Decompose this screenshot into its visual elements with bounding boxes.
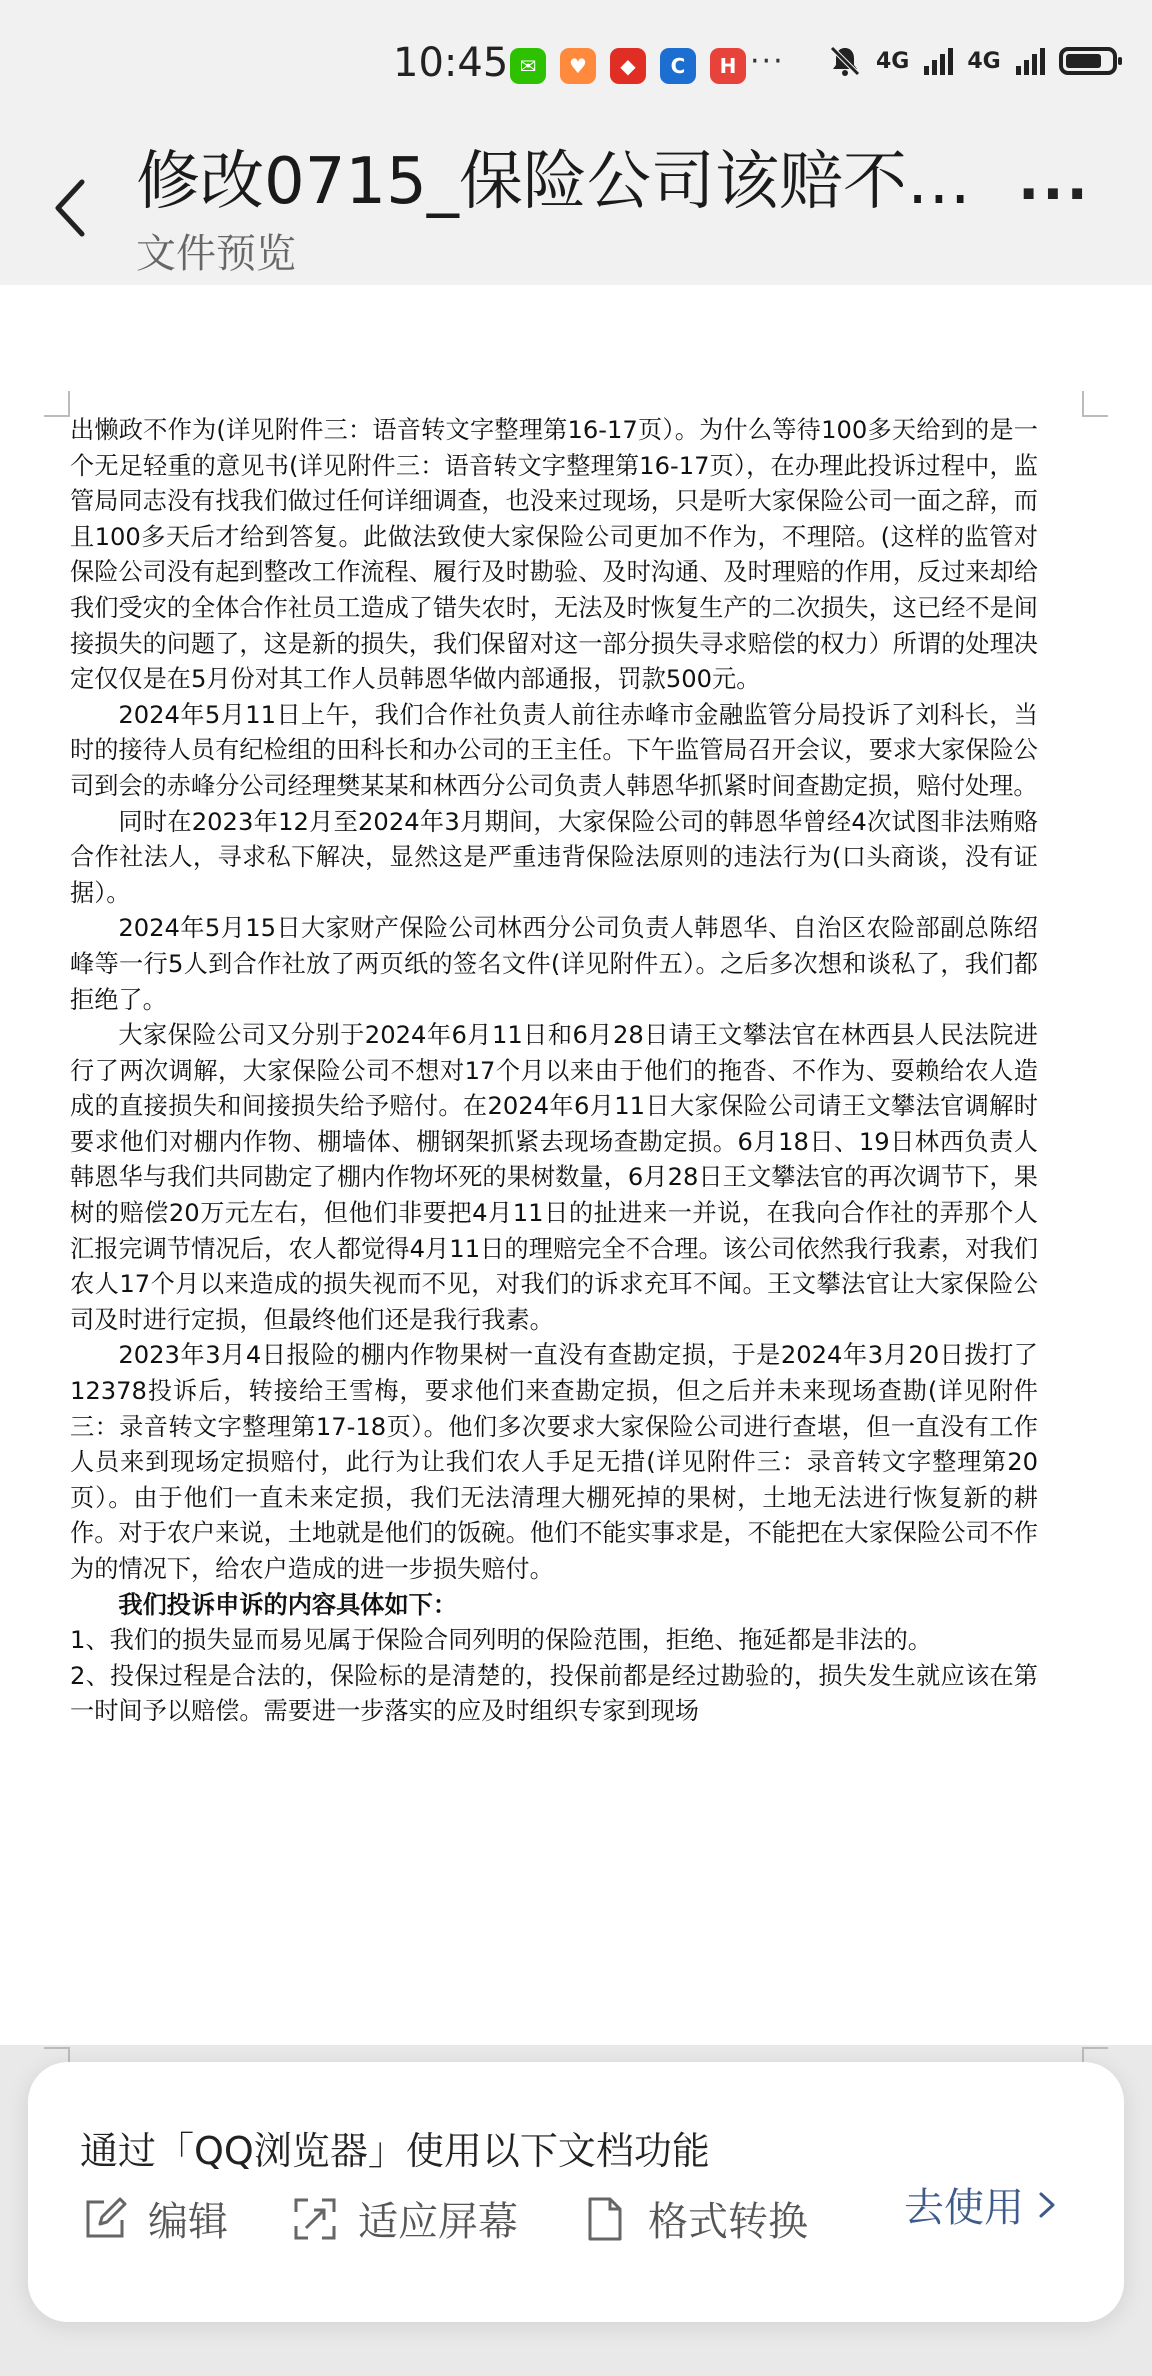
- page-corner-mark: [1082, 391, 1108, 417]
- document-paragraph: 2024年5月15日大家财产保险公司林西分公司负责人韩恩华、自治区农险部副总陈绍峰等一行5人到合作社放了两页纸的签名文件(详见附件五）。之后多次想和谈私了，我们都拒绝了。: [70, 914, 1038, 1014]
- go-use-label: 去使用: [904, 2185, 1024, 2231]
- document-body: [70, 413, 1038, 1730]
- system-indicators: [828, 44, 1117, 78]
- qq-browser-promo-sheet: [28, 2062, 1124, 2322]
- fit-screen-label: 适应屏幕: [358, 2199, 518, 2245]
- edit-button[interactable]: [82, 2190, 228, 2247]
- promo-actions: [82, 2190, 808, 2247]
- edit-icon: [82, 2196, 128, 2242]
- signal-1-label: 4G: [876, 48, 910, 74]
- notification-app-icons: [510, 48, 746, 84]
- signal-1-icon: [923, 46, 953, 76]
- status-time: 10:45: [393, 40, 509, 86]
- page-corner-mark: [44, 391, 70, 417]
- back-button[interactable]: [40, 168, 100, 248]
- ccb-icon: C: [660, 48, 696, 84]
- fit-screen-button[interactable]: [292, 2190, 518, 2247]
- page-title: 修改0715_保险公司该赔不…: [136, 145, 971, 219]
- status-bar: [0, 0, 1152, 136]
- pinduoduo-icon: ◆: [610, 48, 646, 84]
- promo-title: 通过「QQ浏览器」使用以下文档功能: [80, 2129, 710, 2173]
- signal-2-icon: [1015, 46, 1045, 76]
- app-orange-icon: ♥: [560, 48, 596, 84]
- fit-screen-icon: [292, 2196, 338, 2242]
- more-options-button[interactable]: ···: [1018, 162, 1091, 227]
- document-heading: 我们投诉申诉的内容具体如下：: [118, 1590, 458, 1619]
- edit-label: 编辑: [148, 2199, 228, 2245]
- format-convert-button[interactable]: [582, 2190, 808, 2247]
- document-paragraph: 2、投保过程是合法的，保险标的是清楚的，投保前都是经过勘验的，损失发生就应该在第一时间予以赔偿。需要进一步落实的应及时组织专家到现场: [70, 1661, 1038, 1726]
- battery-icon: [1059, 47, 1117, 75]
- go-use-button[interactable]: [904, 2176, 1056, 2233]
- huawei-icon: H: [710, 48, 746, 84]
- document-paragraph: 同时在2023年12月至2024年3月期间，大家保险公司的韩恩华曾经4次试图非法贿赂合作社法人，寻求私下解决，显然这是严重违背保险法原则的违法行为(口头商谈，没有证据）。: [70, 807, 1038, 907]
- signal-2-label: 4G: [967, 48, 1001, 74]
- format-convert-label: 格式转换: [648, 2199, 808, 2245]
- more-notifications-icon: ···: [750, 44, 785, 79]
- document-paragraph: 出懒政不作为(详见附件三：语音转文字整理第16-17页）。为什么等待100多天给到的是一个无足轻重的意见书(详见附件三：语音转文字整理第16-17页），在办理此投诉过程中，监管局同志没有找我们做过任何详细调查，也没来过现场，只是听大家保险公司一面之辞，而且100多天后才给到答复。此做法致使大家保险公司更加不作为，不理陪。(这样的监管对保险公司没有起到整改工作流程、履行及时勘验、及时沟通、及时理赔的作用，反过来却给我们受灾的全体合作社员工造成了错失农时，无法及时恢复生产的二次损失，这已经不是间接损失的问题了，这是新的损失，我们保留对这一部分损失寻求赔偿的权力）所谓的处理决定仅仅是在5月份对其工作人员韩恩华做内部通报，罚款500元。: [70, 416, 1038, 694]
- wechat-icon: ✉: [510, 48, 546, 84]
- document-paragraph: 2023年3月4日报险的棚内作物果树一直没有查勘定损，于是2024年3月20日拨打了12378投诉后，转接给王雪梅，要求他们来查勘定损，但之后并未来现场查勘(详见附件三：录音转文字整理第17-18页）。他们多次要求大家保险公司进行查堪，但一直没有工作人员来到现场定损赔付，此行为让我们农人手足无措(详见附件三：录音转文字整理第20页）。由于他们一直未来定损，我们无法清理大棚死掉的果树，土地无法进行恢复新的耕作。对于农户来说，土地就是他们的饭碗。他们不能实事求是，不能把在大家保险公司不作为的情况下，给农户造成的进一步损失赔付。: [70, 1341, 1038, 1583]
- mute-bell-icon: [828, 44, 862, 78]
- document-file-icon: [582, 2196, 628, 2242]
- chevron-right-icon: [1038, 2191, 1056, 2219]
- page-subtitle: 文件预览: [136, 231, 296, 277]
- document-paragraph: 2024年5月11日上午，我们合作社负责人前往赤峰市金融监管分局投诉了刘科长，当时的接待人员有纪检组的田科长和办公司的王主任。下午监管局召开会议，要求大家保险公司到会的赤峰分公司经理樊某某和林西分公司负责人韩恩华抓紧时间查勘定损，赔付处理。: [70, 700, 1038, 800]
- document-paragraph: 1、我们的损失显而易见属于保险合同列明的保险范围，拒绝、拖延都是非法的。: [70, 1626, 932, 1655]
- back-arrow-icon: [50, 176, 90, 240]
- app-header: [0, 120, 1152, 285]
- document-paragraph: 大家保险公司又分别于2024年6月11日和6月28日请王文攀法官在林西县人民法院进行了两次调解，大家保险公司不想对17个月以来由于他们的拖沓、不作为、耍赖给农人造成的直接损失和间接损失给予赔付。在2024年6月11日大家保险公司请王文攀法官调解时要求他们对棚内作物、棚墙体、棚钢架抓紧去现场查勘定损。6月18日、19日林西负责人韩恩华与我们共同勘定了棚内作物坏死的果树数量，6月28日王文攀法官的再次调节下，果树的赔偿20万元左右，但他们非要把4月11日的扯进来一并说，在我向合作社的弄那个人汇报完调节情况后，农人都觉得4月11日的理赔完全不合理。该公司依然我行我素，对我们农人17个月以来造成的损失视而不见，对我们的诉求充耳不闻。王文攀法官让大家保险公司及时进行定损，但最终他们还是我行我素。: [70, 1021, 1038, 1334]
- document-page: [0, 285, 1152, 2045]
